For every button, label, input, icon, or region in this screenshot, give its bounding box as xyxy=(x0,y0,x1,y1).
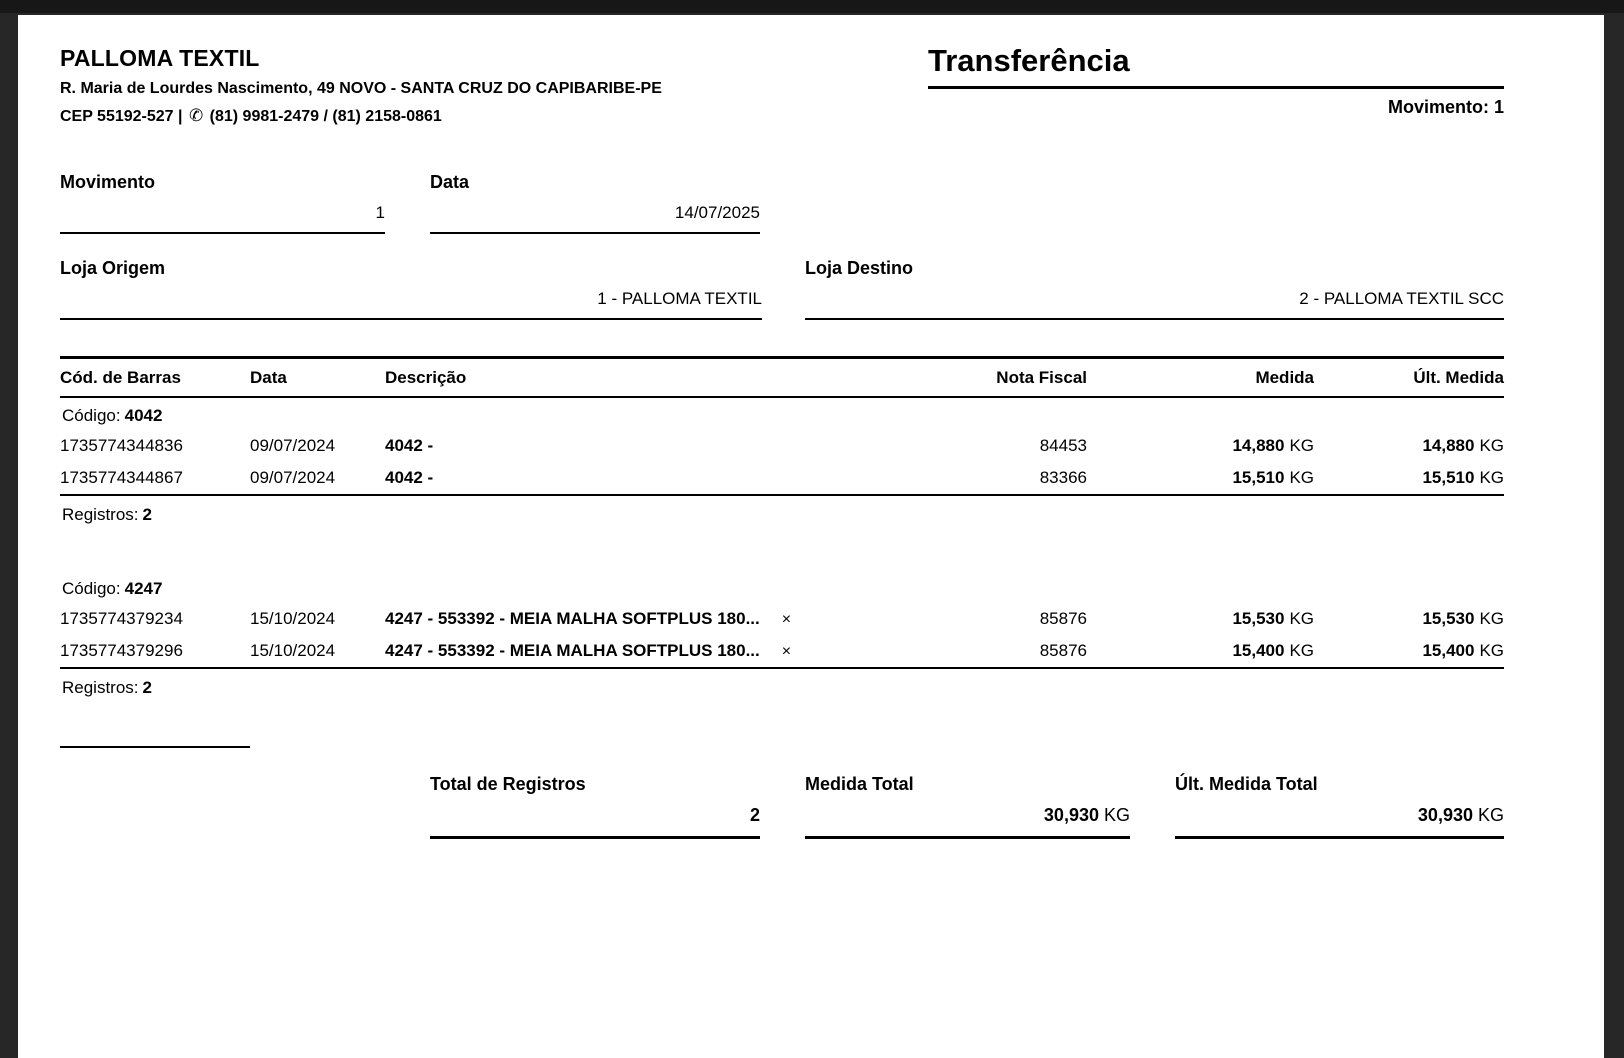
col-header-barcode: Cód. de Barras xyxy=(60,368,181,388)
cell-barcode: 1735774344836 xyxy=(60,436,183,456)
cell-nota-fiscal: 85876 xyxy=(1039,609,1087,629)
ult-medida-total-field xyxy=(1175,774,1504,839)
totals-row xyxy=(60,774,1504,839)
table-row xyxy=(60,603,1504,635)
cell-ult-medida: 15,400 KG xyxy=(1422,641,1504,661)
total-registros-label: Total de Registros xyxy=(430,774,586,795)
group-code-line xyxy=(60,571,1504,603)
company-phones: (81) 9981-2479 / (81) 2158-0861 xyxy=(209,107,442,125)
cell-ult-medida: 15,530 KG xyxy=(1422,609,1504,629)
report-header xyxy=(60,45,1504,128)
group-registros: Registros: 2 xyxy=(62,505,152,525)
phone-icon: ✆ xyxy=(188,105,204,125)
group-rows xyxy=(60,603,1504,669)
group-registros: Registros: 2 xyxy=(62,678,152,698)
cell-medida: 15,530 KG xyxy=(1232,609,1314,629)
group-code-value: 4247 xyxy=(124,579,163,599)
company-contact xyxy=(60,104,662,129)
description-x-mark: × xyxy=(781,643,792,661)
cell-nota-fiscal: 83366 xyxy=(1039,468,1087,488)
company-block xyxy=(60,45,662,128)
cell-date: 09/07/2024 xyxy=(250,468,336,488)
table-row xyxy=(60,462,1504,494)
cell-barcode: 1735774344867 xyxy=(60,468,183,488)
signature-line xyxy=(60,746,250,748)
field-loja-origem-value: 1 - PALLOMA TEXTIL xyxy=(597,289,762,309)
description-x-mark: × xyxy=(781,611,792,629)
ult-medida-total-value: 30,930 KG xyxy=(1417,805,1504,826)
totals-spacer xyxy=(60,774,430,839)
cell-description: 4247 - 553392 - MEIA MALHA SOFTPLUS 180... × xyxy=(385,609,792,629)
field-movimento-value: 1 xyxy=(375,203,385,223)
total-registros-value: 2 xyxy=(749,805,760,826)
field-data-label: Data xyxy=(430,172,470,193)
group-code-value: 4042 xyxy=(124,406,163,426)
ult-medida-total-label: Últ. Medida Total xyxy=(1175,774,1318,795)
movement-line xyxy=(928,97,1504,118)
cell-nota-fiscal: 85876 xyxy=(1039,641,1087,661)
title-block xyxy=(928,45,1504,118)
movement-value: 1 xyxy=(1493,96,1504,117)
table-row xyxy=(60,430,1504,462)
page-title: Transferência xyxy=(928,45,1504,89)
field-loja-origem-label: Loja Origem xyxy=(60,258,166,279)
fields-row-1 xyxy=(60,172,1504,234)
cell-description: 4042 - xyxy=(385,468,434,488)
viewer-top-strip xyxy=(0,0,1624,13)
cell-ult-medida: 14,880 KG xyxy=(1422,436,1504,456)
group-code-label: Código: xyxy=(62,406,121,426)
cell-date: 15/10/2024 xyxy=(250,641,336,661)
field-loja-destino-label: Loja Destino xyxy=(805,258,914,279)
cell-medida: 15,510 KG xyxy=(1232,468,1314,488)
col-header-ult-medida: Últ. Medida xyxy=(1413,368,1504,388)
field-movimento xyxy=(60,172,385,234)
cell-nota-fiscal: 84453 xyxy=(1039,436,1087,456)
group-code-line xyxy=(60,398,1504,430)
table-header-row xyxy=(60,359,1504,398)
medida-total-label: Medida Total xyxy=(805,774,914,795)
cell-medida: 14,880 KG xyxy=(1232,436,1314,456)
fields-row-2 xyxy=(60,258,1504,320)
col-header-nota-fiscal: Nota Fiscal xyxy=(996,368,1087,388)
cell-description: 4042 - xyxy=(385,436,434,456)
field-loja-origem xyxy=(60,258,762,320)
company-cep: CEP 55192-527 | xyxy=(60,107,183,125)
report-page xyxy=(18,15,1604,1058)
cell-date: 09/07/2024 xyxy=(250,436,336,456)
col-header-medida: Medida xyxy=(1255,368,1314,388)
cell-medida: 15,400 KG xyxy=(1232,641,1314,661)
medida-total-value: 30,930 KG xyxy=(1043,805,1130,826)
table-row xyxy=(60,635,1504,667)
field-loja-destino xyxy=(805,258,1504,320)
movement-label: Movimento: xyxy=(1387,96,1489,117)
total-registros-field xyxy=(430,774,760,839)
field-data xyxy=(430,172,760,234)
cell-barcode: 1735774379234 xyxy=(60,609,183,629)
cell-description: 4247 - 553392 - MEIA MALHA SOFTPLUS 180... × xyxy=(385,641,792,661)
medida-total-field xyxy=(805,774,1130,839)
cell-ult-medida: 15,510 KG xyxy=(1422,468,1504,488)
field-data-value: 14/07/2025 xyxy=(674,203,760,223)
group-rows xyxy=(60,430,1504,496)
field-loja-destino-value: 2 - PALLOMA TEXTIL SCC xyxy=(1299,289,1504,309)
group-code-label: Código: xyxy=(62,579,121,599)
table-group-4247 xyxy=(60,571,1504,698)
col-header-description: Descrição xyxy=(385,368,467,388)
col-header-date: Data xyxy=(250,368,287,388)
table-group-4042 xyxy=(60,398,1504,525)
cell-barcode: 1735774379296 xyxy=(60,641,183,661)
field-movimento-label: Movimento xyxy=(60,172,156,193)
company-name: PALLOMA TEXTIL xyxy=(60,45,260,71)
company-address: R. Maria de Lourdes Nascimento, 49 NOVO - SANTA CRUZ DO CAPIBARIBE-PE xyxy=(60,79,662,97)
transfer-table xyxy=(60,356,1504,698)
group-separator xyxy=(60,525,1504,571)
cell-date: 15/10/2024 xyxy=(250,609,336,629)
